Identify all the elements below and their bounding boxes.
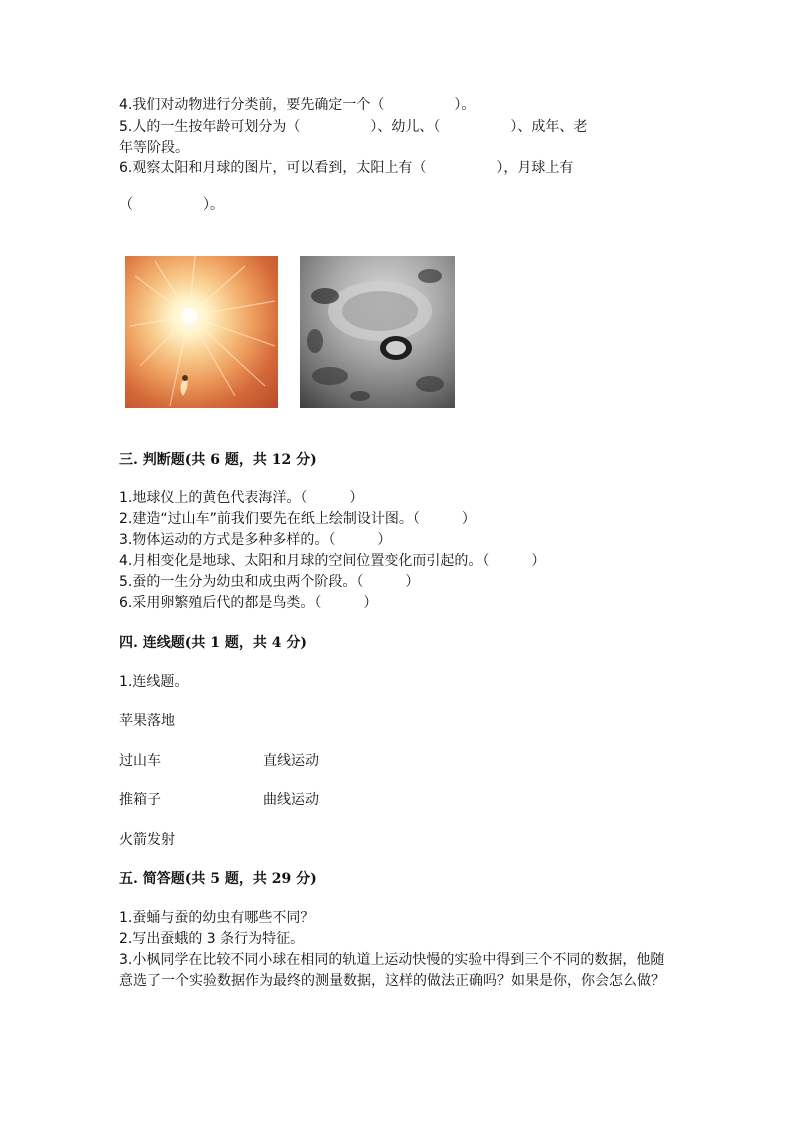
matching-left-1: 苹果落地 [119, 713, 175, 729]
judge-item-4: 4.月相变化是地球、太阳和月球的空间位置变化而引起的。（ ） [119, 553, 546, 569]
judge-item-1: 1.地球仪上的黄色代表海洋。（ ） [119, 490, 364, 506]
matching-right-2: 曲线运动 [263, 792, 319, 808]
matching-left-3: 推箱子 [119, 792, 161, 808]
section-5-heading: 五. 简答题(共 5 题，共 29 分) [119, 871, 317, 887]
section-4-heading: 四. 连线题(共 1 题，共 4 分) [119, 635, 307, 651]
section-3-heading: 三. 判断题(共 6 题，共 12 分) [119, 452, 317, 468]
fill-blank-q5-line1: 5.人的一生按年龄可划分为（ ）、幼儿、（ ）、成年、老 [119, 119, 588, 135]
matching-left-2: 过山车 [119, 753, 161, 769]
fill-blank-q6-line2: （ ）。 [119, 197, 224, 213]
matching-right-1: 直线运动 [263, 753, 319, 769]
judge-item-3: 3.物体运动的方式是多种多样的。（ ） [119, 532, 392, 548]
judge-item-5: 5.蚕的一生分为幼虫和成虫两个阶段。（ ） [119, 574, 420, 590]
short-answer-1: 1.蚕蛹与蚕的幼虫有哪些不同？ [119, 910, 315, 926]
short-answer-3: 3.小枫同学在比较不同小球在相同的轨道上运动快慢的实验中得到三个不同的数据，他随意选了一个实验数据作为最终的测量数据，这样的做法正确吗？如果是你，你会怎么做？ [119, 952, 665, 989]
fill-blank-q4: 4.我们对动物进行分类前，要先确定一个（ ）。 [119, 97, 476, 113]
matching-prompt: 1.连线题。 [119, 674, 189, 690]
fill-blank-q6-line1: 6.观察太阳和月球的图片，可以看到，太阳上有（ ），月球上有 [119, 160, 574, 176]
short-answer-2: 2.写出蚕蛾的 3 条行为特征。 [119, 931, 305, 947]
fill-blank-q5-line2: 年等阶段。 [119, 140, 189, 156]
matching-left-4: 火箭发射 [119, 832, 175, 848]
judge-item-2: 2.建造“过山车”前我们要先在纸上绘制设计图。（ ） [119, 511, 476, 527]
judge-item-6: 6.采用卵繁殖后代的都是鸟类。（ ） [119, 595, 378, 611]
moon-surface-photo [300, 256, 455, 408]
sun-photo [125, 256, 278, 408]
